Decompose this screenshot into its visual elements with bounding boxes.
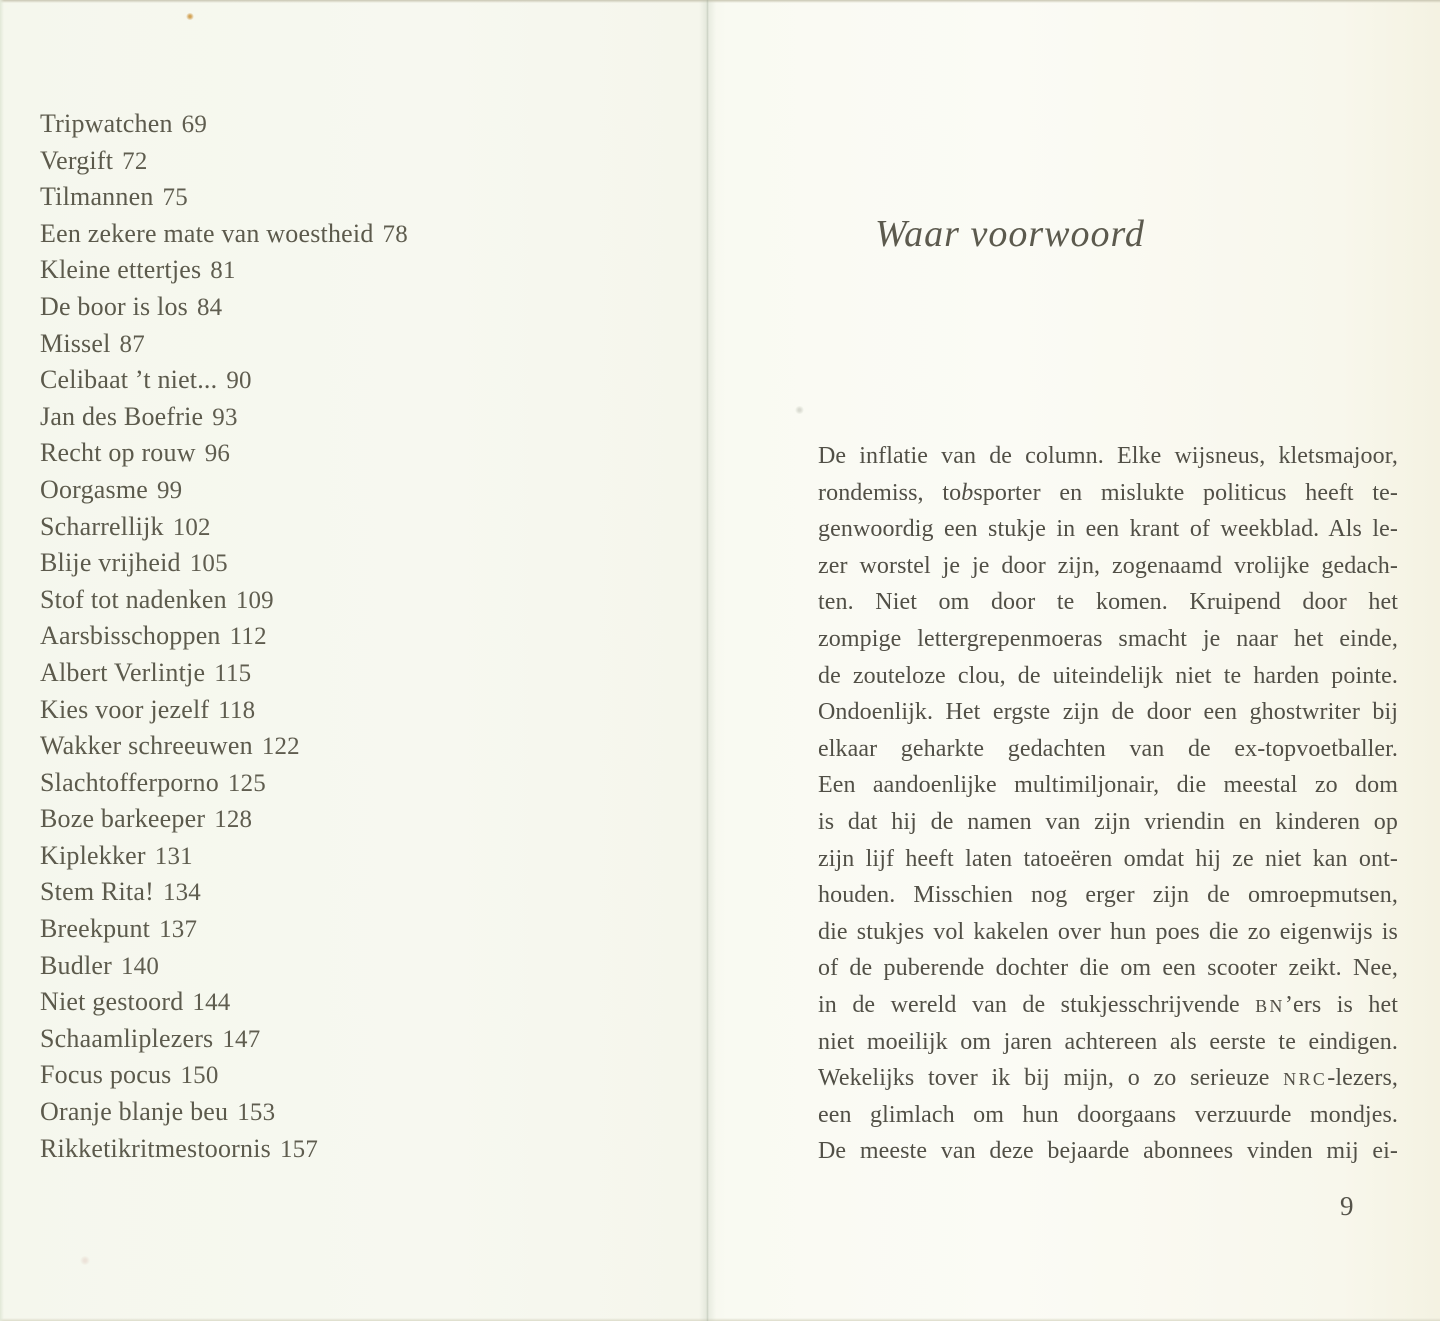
body-line: De inflatie van de column. Elke wijsneus, kletsmajoor,	[818, 443, 1398, 469]
toc-entry-page: 125	[227, 769, 266, 797]
toc-entry	[40, 838, 660, 875]
toc-entry-title: Oranje blanje beu	[40, 1097, 229, 1127]
toc-entry	[40, 984, 660, 1021]
toc-entry-page: 96	[204, 440, 231, 468]
toc-entry	[40, 582, 660, 619]
toc-entry-page: 150	[180, 1062, 219, 1090]
toc-entry-title: Slachtofferporno	[40, 767, 219, 797]
toc-entry-page: 72	[122, 147, 148, 175]
toc-entry-page: 102	[172, 513, 211, 541]
page-gutter	[699, 0, 716, 1321]
toc-entry-title: Boze barkeeper	[40, 804, 206, 834]
toc-entry-title: Missel	[40, 328, 111, 358]
toc-entry	[40, 765, 660, 802]
body-line: zer worstel je je door zijn, zogenaamd vrolijke gedach-	[818, 552, 1398, 579]
toc-entry-title: Jan des Boefrie	[40, 401, 204, 431]
toc-entry-page: 140	[120, 952, 159, 980]
body-line: zompige lettergrepenmoeras smacht je naar het einde,	[818, 625, 1398, 652]
toc-entry	[40, 472, 660, 509]
body-line: ten. Niet om door te komen. Kruipend door het	[818, 589, 1398, 616]
toc-entry-page: 153	[237, 1099, 276, 1127]
toc-entry-title: Stem Rita!	[40, 877, 154, 907]
paper-speck	[795, 406, 804, 414]
toc-entry-page: 131	[154, 842, 193, 870]
toc-entry	[40, 948, 660, 985]
toc-entry-page: 112	[229, 623, 267, 651]
toc-entry-title: Niet gestoord	[40, 987, 184, 1017]
toc-entry	[40, 216, 660, 253]
toc-entry-title: Rikketikritmestoornis	[40, 1133, 271, 1163]
toc-entry	[40, 289, 660, 326]
toc-entry-title: Kies voor jezelf	[40, 694, 210, 724]
toc-entry-title: Albert Verlintje	[40, 657, 206, 687]
toc-entry	[40, 1131, 660, 1168]
toc-entry	[40, 326, 660, 363]
toc-entry-page: 137	[159, 916, 198, 944]
paper-speck	[80, 1256, 90, 1265]
toc-entry-title: Scharrellijk	[40, 511, 164, 541]
toc-entry-title: Recht op rouw	[40, 438, 196, 468]
toc-entry	[40, 143, 660, 180]
body-line: Wekelijks tover ik bij mijn, o zo serieuze NRC-lezers,	[818, 1065, 1398, 1092]
page-number: 9	[1340, 1191, 1354, 1221]
body-line: genwoordig een stukje in een krant of weekblad. Als le-	[818, 516, 1398, 543]
toc-entry-page: 84	[196, 293, 223, 321]
toc-entry-page: 87	[119, 330, 145, 358]
toc-entry	[40, 399, 660, 436]
body-line: houden. Misschien nog erger zijn de omroepmutsen,	[818, 882, 1398, 909]
toc-entry	[40, 179, 660, 216]
toc-entry	[40, 618, 660, 655]
toc-entry	[40, 655, 660, 692]
chapter-body	[818, 438, 1398, 1170]
paper-speck	[186, 13, 194, 20]
toc-entry	[40, 692, 660, 729]
toc-entry-page: 105	[189, 550, 228, 578]
toc-entry	[40, 362, 660, 399]
toc-entry-page: 115	[214, 659, 252, 687]
toc-entry-page: 118	[218, 696, 256, 724]
toc-entry-page: 122	[261, 733, 300, 761]
toc-entry-title: Budler	[40, 950, 112, 980]
toc-entry-title: De boor is los	[40, 291, 188, 321]
body-line: is dat hij de namen van zijn vriendin en kinderen op	[818, 808, 1398, 835]
toc-entry	[40, 728, 660, 765]
toc-entry-page: 69	[181, 111, 208, 138]
toc-entry-page: 81	[210, 257, 236, 285]
body-line: in de wereld van de stukjesschrijvende BN’ers is het	[818, 991, 1398, 1018]
toc-entry	[40, 545, 660, 582]
toc-entry-title: Schaamliplezers	[40, 1023, 214, 1053]
toc-entry-page: 157	[279, 1135, 318, 1163]
table-of-contents	[40, 106, 660, 1167]
toc-entry-page: 147	[222, 1025, 261, 1053]
toc-entry	[40, 1057, 660, 1094]
toc-entry-title: Celibaat ’t niet...	[40, 365, 218, 395]
toc-entry	[40, 1021, 660, 1058]
body-line: Een aandoenlijke multimiljonair, die meestal zo dom	[818, 772, 1398, 799]
scan-edge-left	[0, 0, 4, 1321]
toc-entry-page: 109	[235, 586, 274, 614]
toc-entry	[40, 252, 660, 289]
toc-entry-title: Stof tot nadenken	[40, 584, 227, 614]
body-line: zijn lijf heeft laten tatoeëren omdat hij ze niet kan ont-	[818, 845, 1398, 872]
toc-entry	[40, 1094, 660, 1131]
toc-entry	[40, 435, 660, 472]
body-line: de zouteloze clou, de uiteindelijk niet te harden pointe.	[818, 662, 1398, 689]
body-line: niet moeilijk om jaren achtereen als eerste te eindigen.	[818, 1028, 1398, 1055]
body-line: een glimlach om hun doorgaans verzuurde mondjes.	[818, 1101, 1398, 1128]
toc-entry-title: Tripwatchen	[40, 109, 173, 138]
toc-entry-title: Een zekere mate van woestheid	[40, 218, 374, 248]
toc-entry	[40, 509, 660, 546]
toc-entry-page: 128	[214, 806, 253, 834]
toc-entry-page: 78	[382, 220, 408, 248]
toc-entry-title: Kleine ettertjes	[40, 255, 202, 285]
toc-entry-title: Kiplekker	[40, 840, 146, 870]
toc-entry-page: 134	[162, 879, 201, 907]
toc-entry	[40, 911, 660, 948]
toc-entry-title: Tilmannen	[40, 182, 154, 212]
toc-entry-title: Breekpunt	[40, 914, 151, 944]
body-line: Ondoenlijk. Het ergste zijn de door een ghostwriter bij	[818, 699, 1398, 726]
body-line: die stukjes vol kakelen over hun poes die zo eigenwijs is	[818, 918, 1398, 945]
chapter-title: Waar voorwoord	[875, 213, 1145, 255]
body-line: De meeste van deze bejaarde abonnees vinden mij ei-	[818, 1138, 1398, 1165]
toc-entry-title: Blije vrijheid	[40, 548, 181, 578]
body-line: rondemiss, tobsporter en mislukte politicus heeft te-	[818, 479, 1398, 506]
toc-entry-page: 93	[212, 403, 238, 431]
toc-entry-title: Wakker schreeuwen	[40, 731, 253, 761]
toc-entry-page: 90	[226, 367, 252, 395]
body-line: elkaar geharkte gedachten van de ex-topvoetballer.	[818, 735, 1398, 762]
toc-entry-page: 75	[162, 184, 188, 212]
toc-entry-title: Focus pocus	[40, 1060, 172, 1090]
toc-entry	[40, 801, 660, 838]
toc-entry	[40, 106, 660, 143]
toc-entry-title: Oorgasme	[40, 474, 148, 504]
toc-entry-title: Vergift	[40, 145, 114, 175]
body-line: of de puberende dochter die om een scooter zeikt. Nee,	[818, 955, 1398, 982]
toc-entry	[40, 874, 660, 911]
toc-entry-title: Aarsbisschoppen	[40, 621, 221, 651]
toc-entry-page: 144	[192, 989, 231, 1017]
scan-edge-top	[0, 0, 1440, 3]
toc-entry-page: 99	[157, 476, 183, 504]
